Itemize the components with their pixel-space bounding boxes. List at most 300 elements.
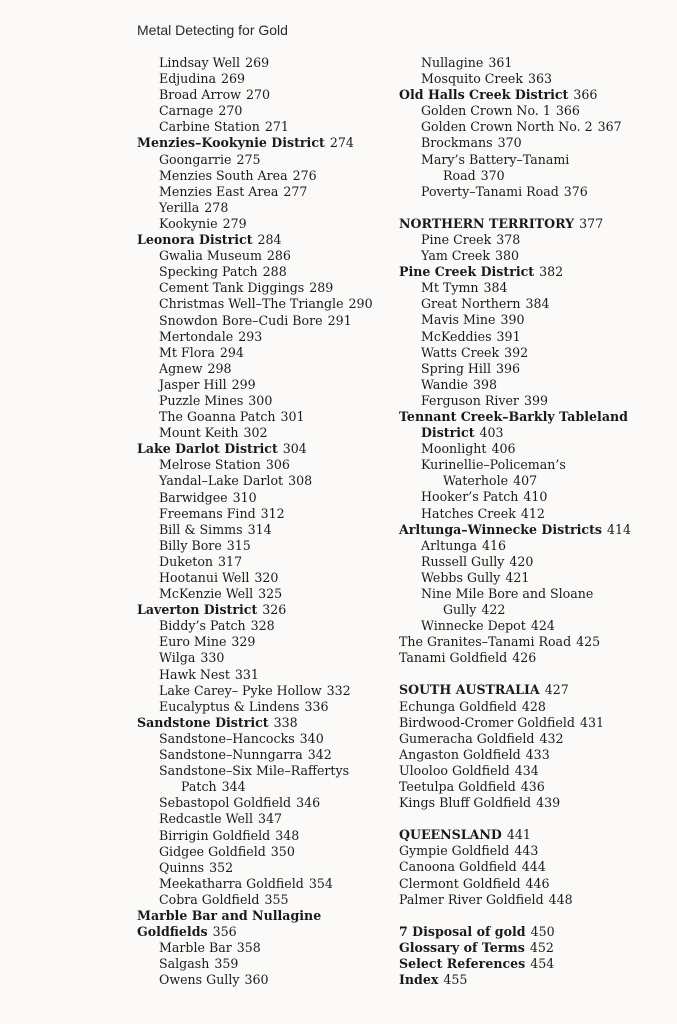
toc-entry-title: The Granites–Tanami Road [399,634,572,650]
toc-entry-title: Teetulpa Goldfield [399,779,516,795]
toc-entry-title: Sandstone–Hancocks [159,730,295,746]
toc-page-number: 354 [308,875,333,891]
toc-entry-title: Wandie [421,376,469,392]
toc-entry-title: SOUTH AUSTRALIA [399,682,540,698]
toc-entry [399,554,669,570]
toc-entry [137,409,397,425]
toc-entry-title: Owens Gully [159,972,240,988]
toc-page-number: 391 [496,328,521,344]
running-head: Metal Detecting for Gold [137,22,288,38]
toc-section-heading [399,972,669,988]
toc-entry-title: Waterhole [443,473,509,489]
toc-page-number: 422 [481,602,506,618]
toc-entry [137,184,397,200]
toc-page-number: 301 [280,409,305,425]
toc-page-number: 350 [270,843,295,859]
toc-page-number: 274 [329,135,354,151]
toc-page-number: 289 [309,280,334,296]
toc-entry-title: Barwidgee [159,489,228,505]
toc-entry [399,296,669,312]
toc-page-number: 380 [494,248,520,264]
toc-entry [137,506,397,522]
toc-entry-title: Meekatharra Goldfield [159,875,304,891]
toc-entry-title: Moonlight [421,441,487,457]
toc-entry-title: Pine Creek District [399,264,535,280]
toc-entry-title: Sebastopol Goldfield [159,795,292,811]
toc-entry [137,329,397,345]
toc-entry-title: Carnage [159,103,214,119]
toc-entry-title: Road [443,167,476,183]
toc-entry [137,425,397,441]
toc-entry-title: Select References [399,955,526,971]
toc-entry [137,844,397,860]
toc-page-number: 270 [245,87,270,103]
toc-entry-title: Yam Creek [421,248,490,264]
toc-entry-title: Gympie Goldfield [399,843,510,859]
toc-entry-title: Patch [181,779,217,795]
toc-section-heading [399,956,669,972]
toc-entry-title: Yandal–Lake Darlot [159,473,284,489]
toc-entry-title: Ulooloo Goldfield [399,762,510,778]
toc-page-number: 434 [514,762,539,778]
toc-entry [137,586,397,602]
toc-entry [137,200,397,216]
toc-entry [137,71,397,87]
toc-entry-title: Mavis Mine [421,312,496,328]
section-spacer [399,811,669,827]
toc-section-heading [399,264,669,280]
toc-entry [399,795,669,811]
toc-entry-title: Jasper Hill [159,376,227,392]
toc-section-heading [137,908,397,924]
toc-entry-title: Nine Mile Bore and Sloane [421,586,594,601]
toc-page-number: 410 [523,489,548,505]
toc-entry [137,55,397,71]
toc-entry-title: Sandstone–Nunngarra [159,747,303,763]
toc-page-number: 367 [597,119,622,135]
toc-page-number: 403 [479,425,504,441]
toc-entry-title: Hooker’s Patch [421,489,519,505]
toc-section-heading [399,87,669,103]
toc-entry-title: Lindsay Well [159,55,241,70]
section-spacer [399,200,669,216]
toc-page-number: 302 [243,425,268,441]
toc-entry-title: Gidgee Goldfield [159,843,266,859]
toc-entry-title: Golden Crown North No. 2 [421,119,593,135]
toc-entry [137,280,397,296]
toc-entry-title: Hootanui Well [159,570,250,585]
toc-page-number: 370 [480,167,505,183]
toc-page-number: 291 [327,312,352,328]
toc-entry [399,312,669,328]
toc-entry [137,554,397,570]
toc-entry [137,972,397,988]
toc-entry [137,892,397,908]
toc-entry-title: Leonora District [137,232,253,248]
toc-entry [399,489,669,505]
toc-entry [137,650,397,666]
toc-page-number: 300 [248,392,273,408]
toc-entry-title: The Goanna Patch [159,409,276,425]
toc-entry [137,103,397,119]
toc-entry-title: Pine Creek [421,231,492,247]
toc-entry-title: 7 Disposal of gold [399,923,526,939]
toc-page-number: 427 [544,682,569,698]
toc-page-number: 378 [496,231,521,247]
toc-entry-title: Sandstone District [137,714,269,730]
toc-entry [399,715,669,731]
toc-page-number: 390 [500,312,525,328]
toc-page-number: 414 [607,521,632,537]
toc-entry-title: Kookynie [159,215,218,231]
toc-section-heading [137,715,397,731]
toc-entry-title: Biddy’s Patch [159,618,246,634]
toc-entry-title: Redcastle Well [159,811,253,827]
toc-entry [137,618,397,634]
toc-entry-title: Birdwood-Cromer Goldfield [399,714,575,730]
toc-page-number: 278 [204,199,229,215]
toc-page-number: 396 [495,360,521,376]
toc-page-number: 376 [563,183,588,199]
toc-page-number: 416 [482,537,507,553]
toc-entry [399,586,669,602]
toc-entry [137,667,397,683]
toc-entry [399,618,669,634]
toc-entry [399,763,669,779]
toc-page-number: 312 [260,505,285,521]
toc-entry-title: Mount Keith [159,425,239,441]
toc-entry [399,699,669,715]
toc-page-number: 370 [497,135,522,151]
toc-entry [137,296,397,312]
toc-page-number: 441 [506,827,531,843]
toc-entry [137,248,397,264]
toc-entry [399,55,669,71]
toc-section-heading [137,602,397,618]
toc-entry-title: Kings Bluff Goldfield [399,795,532,811]
toc-page-number: 277 [283,183,308,199]
toc-entry [399,135,669,151]
toc-entry-title: Snowdon Bore–Cudi Bore [159,312,323,328]
toc-page-number: 270 [218,103,243,119]
toc-page-number: 286 [266,248,291,264]
toc-entry [399,457,669,473]
toc-entry [137,361,397,377]
toc-entry [399,747,669,763]
toc-page-number: 356 [212,924,237,940]
toc-page-number: 288 [262,264,287,280]
toc-page-number: 382 [539,264,564,280]
toc-entry-title: McKeddies [421,328,492,344]
toc-entry-title: Arltunga [421,537,477,553]
toc-entry [137,779,397,795]
toc-entry-title: Mt Tymn [421,280,479,296]
toc-entry [137,795,397,811]
toc-entry-title: Specking Patch [159,264,258,280]
toc-entry-title: Euro Mine [159,634,227,650]
toc-entry [399,779,669,795]
toc-page-number: 293 [238,328,263,344]
toc-page-number: 428 [521,698,546,714]
toc-page-number: 331 [234,666,259,682]
toc-entry [137,473,397,489]
toc-entry-title: Old Halls Creek District [399,87,569,103]
toc-entry-title: Menzies South Area [159,167,288,183]
toc-entry-title: Hatches Creek [421,505,516,521]
toc-page-number: 279 [222,215,247,231]
toc-entry-title: Duketon [159,553,214,569]
toc-entry-title: Birrigin Goldfield [159,827,271,843]
toc-entry-title: McKenzie Well [159,586,254,602]
toc-page-number: 332 [326,682,351,698]
toc-entry [399,473,669,489]
toc-page-number: 363 [527,71,553,87]
toc-entry-title: Goldfields [137,924,208,940]
toc-page-number: 326 [262,602,287,618]
toc-entry-title: Marble Bar and Nullagine [137,907,322,923]
toc-page-number: 433 [525,746,550,762]
toc-entry-title: Goongarrie [159,151,232,167]
toc-entry-title: Billy Bore [159,537,222,553]
toc-entry-title: Eucalyptus & Lindens [159,698,300,714]
toc-entry-title: Mosquito Creek [421,71,523,87]
toc-page-number: 454 [530,955,555,971]
toc-entry-title: QUEENSLAND [399,827,502,843]
toc-entry [137,345,397,361]
toc-page-number: 377 [579,215,604,231]
toc-entry-title: Mertondale [159,328,234,344]
toc-page-number: 298 [207,360,232,376]
toc-page-number: 366 [555,103,580,119]
toc-entry-title: Brockmans [421,135,493,151]
toc-page-number: 299 [231,376,256,392]
toc-entry-title: Lake Carey– Pyke Hollow [159,682,322,698]
toc-entry-title: Christmas Well–The Triangle [159,296,344,312]
toc-entry-title: Menzies East Area [159,183,279,199]
toc-page-number: 310 [232,489,257,505]
toc-entry [137,87,397,103]
toc-page-number: 325 [258,586,283,602]
toc-right-column [399,55,669,988]
section-spacer [399,666,669,682]
toc-entry-title: Mary’s Battery–Tanami [421,151,570,167]
toc-entry [137,763,397,779]
toc-entry [137,216,397,232]
toc-entry [399,506,669,522]
toc-page-number: 342 [307,747,332,763]
toc-page-number: 346 [296,795,321,811]
toc-page-number: 269 [245,55,270,70]
toc-entry [399,377,669,393]
toc-page-number: 432 [539,730,564,746]
toc-page-number: 384 [525,296,550,312]
toc-page-number: 358 [236,940,261,956]
toc-page-number: 352 [209,859,234,875]
toc-entry [399,232,669,248]
toc-page-number: 436 [520,779,545,795]
toc-entry [399,393,669,409]
toc-entry-title: Palmer River Goldfield [399,891,544,907]
toc-entry-title: Echunga Goldfield [399,698,517,714]
toc-entry [399,892,669,908]
toc-page-number: 455 [443,971,468,987]
toc-page-number: 308 [288,473,313,489]
toc-page-number: 344 [221,779,246,795]
toc-entry [137,313,397,329]
toc-entry [399,538,669,554]
toc-page-number: 360 [244,972,269,988]
toc-entry [399,731,669,747]
toc-page-number: 398 [473,376,498,392]
toc-entry [399,361,669,377]
toc-page-number: 420 [509,553,534,569]
toc-page-number: 314 [247,521,272,537]
toc-entry [137,940,397,956]
toc-entry-title: Winnecke Depot [421,618,526,634]
toc-left-column [137,55,397,988]
toc-page-number: 330 [200,650,225,666]
toc-page-number: 320 [254,570,279,585]
toc-section-heading [399,409,669,425]
toc-section-heading [137,232,397,248]
toc-entry [137,828,397,844]
toc-entry-title: Webbs Gully [421,569,501,585]
toc-entry [137,731,397,747]
toc-entry-title: Poverty–Tanami Road [421,183,559,199]
toc-entry-title: Bill & Simms [159,521,243,537]
toc-page-number: 359 [214,956,239,972]
toc-page-number: 304 [282,441,307,457]
toc-page-number: 306 [265,457,290,473]
toc-entry [137,393,397,409]
toc-entry-title: Nullagine [421,55,484,70]
toc-page-number: 276 [292,167,317,183]
toc-entry-title: Sandstone–Six Mile–Raffertys [159,763,350,779]
toc-entry-title: Broad Arrow [159,87,241,103]
toc-entry-title: Freemans Find [159,505,256,521]
toc-entry [399,329,669,345]
toc-page-number: 452 [529,939,554,955]
toc-entry-title: Wilga [159,650,196,666]
toc-entry [137,683,397,699]
toc-entry [399,152,669,168]
toc-entry [137,152,397,168]
toc-page-number: 294 [219,344,244,360]
toc-entry-title: Gwalia Museum [159,248,262,264]
toc-entry [399,602,669,618]
toc-entry [137,876,397,892]
toc-page-number: 329 [231,634,256,650]
toc-page-number: 431 [579,714,605,730]
toc-entry [137,490,397,506]
toc-page-number: 355 [264,891,289,907]
toc-page-number: 290 [348,296,373,312]
toc-entry-title: Angaston Goldfield [399,746,521,762]
toc-section-heading [137,924,397,940]
toc-entry [137,811,397,827]
toc-page-number: 336 [304,698,329,714]
toc-entry [399,248,669,264]
toc-entry [399,570,669,586]
toc-page-number: 384 [483,280,508,296]
toc-page-number: 317 [218,553,243,569]
toc-section-heading [399,827,669,843]
toc-page-number: 439 [536,795,561,811]
toc-entry-title: Glossary of Terms [399,939,525,955]
toc-section-heading [399,940,669,956]
toc-entry-title: Salgash [159,956,210,972]
toc-entry [399,119,669,135]
toc-entry-title: Carbine Station [159,119,260,135]
toc-entry [137,860,397,876]
toc-entry-title: Agnew [159,360,203,376]
toc-section-heading [399,924,669,940]
toc-entry-title: Edjudina [159,71,216,87]
toc-entry-title: Menzies–Kookynie District [137,135,325,151]
toc-entry-title: Mt Flora [159,344,215,360]
toc-page-number: 444 [521,859,546,875]
toc-entry [399,876,669,892]
toc-entry-title: Gumeracha Goldfield [399,730,535,746]
toc-entry [137,956,397,972]
toc-page-number: 399 [523,392,548,408]
toc-entry [399,634,669,650]
toc-entry [137,538,397,554]
toc-entry [399,168,669,184]
toc-page-number: 340 [299,730,324,746]
toc-entry-title: Lake Darlot District [137,441,278,457]
toc-section-heading [137,135,397,151]
toc-entry [399,184,669,200]
toc-entry [399,280,669,296]
toc-entry-title: Cement Tank Diggings [159,280,305,296]
toc-entry-title: Kurinellie–Policeman’s [421,457,566,473]
toc-section-heading [399,425,669,441]
toc-entry-title: Marble Bar [159,940,232,956]
toc-section-heading [399,216,669,232]
toc-page-number: 328 [250,618,275,634]
toc-entry-title: Tanami Goldfield [399,650,508,666]
toc-entry-title: Hawk Nest [159,666,230,682]
toc-page-number: 361 [488,55,513,70]
toc-entry-title: Cobra Goldfield [159,891,260,907]
toc-entry-title: Tennant Creek–Barkly Tableland [399,408,628,424]
toc-entry-title: Laverton District [137,602,258,618]
toc-page-number: 315 [226,537,251,553]
toc-page-number: 421 [505,569,530,585]
toc-page-number: 424 [530,618,555,634]
toc-page-number: 446 [525,875,550,891]
toc-entry-title: Watts Creek [421,344,500,360]
toc-entry-title: Golden Crown No. 1 [421,103,551,119]
toc-entry [137,699,397,715]
toc-entry [399,441,669,457]
toc-entry-title: Melrose Station [159,457,261,473]
toc-entry-title: Puzzle Mines [159,392,244,408]
toc-entry-title: District [421,425,475,441]
toc-entry [137,522,397,538]
toc-entry-title: Great Northern [421,296,521,312]
section-spacer [399,908,669,924]
toc-entry-title: Arltunga–Winnecke Districts [399,521,603,537]
toc-entry-title: Clermont Goldfield [399,875,521,891]
toc-page-number: 407 [513,473,538,489]
toc-page-number: 426 [512,650,537,666]
toc-entry-title: Ferguson River [421,392,519,408]
toc-entry-title: Spring Hill [421,360,491,376]
toc-section-heading [399,682,669,698]
toc-entry [137,168,397,184]
